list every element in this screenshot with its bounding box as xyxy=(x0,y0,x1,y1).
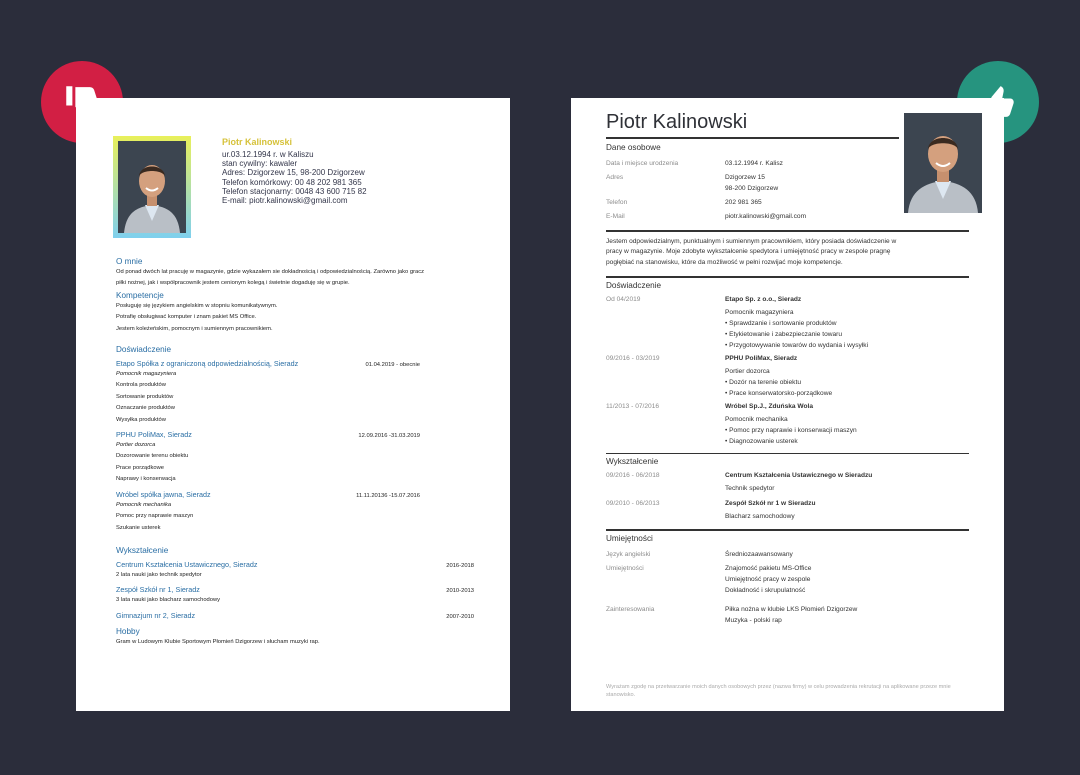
duty: • Diagnozowanie usterek xyxy=(725,437,798,445)
competences-heading: Kompetencje xyxy=(116,290,164,300)
personal-row xyxy=(606,211,969,222)
field-value: piotr.kalinowski@gmail.com xyxy=(725,213,807,220)
education-entry xyxy=(116,585,474,595)
date-range: 09/2016 - 06/2018 xyxy=(606,472,660,479)
mobile-phone: Telefon komórkowy: 00 48 202 981 365 xyxy=(222,177,362,187)
about-heading: O mnie xyxy=(116,257,143,266)
experience-entry xyxy=(116,430,474,440)
summary-line: Jestem odpowiedzialnym, punktualnym i sumiennym pracownikiem, który posiada doświadczenie w xyxy=(606,237,897,245)
section-divider xyxy=(606,230,969,232)
duty: Oznaczanie produktów xyxy=(116,405,175,412)
personal-heading: Dane osobowe xyxy=(606,143,661,152)
duty: Szukanie usterek xyxy=(116,524,161,531)
years: 2016-2018 xyxy=(446,562,474,569)
school: Gimnazjum nr 2, Sieradz xyxy=(116,610,196,620)
duty: • Prace konserwatorsko-porządkowe xyxy=(725,389,833,397)
landline-phone: Telefon stacjonarny: 0048 43 600 715 82 xyxy=(222,186,367,196)
competence-item: Posługuję się językiem angielskim w stopniu komunikatywnym. xyxy=(116,302,278,309)
duty: • Przygotowywanie towarów do wydania i wysyłki xyxy=(725,341,869,349)
role: Pomocnik mechanika xyxy=(725,415,788,423)
school: Centrum Kształcenia Ustawicznego, Sieradz xyxy=(116,559,258,569)
personal-row xyxy=(606,158,969,169)
personal-row xyxy=(606,197,969,208)
summary-line: pracy w magazynie. Moje zdobyte wykształcenie spedytora i umiejętność pracy w zespole pragnę xyxy=(606,248,891,255)
skill-label: Zainteresowania xyxy=(606,605,655,613)
field-value: Dzigorzew 15 xyxy=(725,174,765,181)
duty: • Etykietowanie i zabezpieczanie towaru xyxy=(725,330,843,338)
years: 2007-2010 xyxy=(446,613,474,620)
date-range: 09/2016 - 03/2019 xyxy=(606,354,660,362)
good-cv-body xyxy=(606,139,969,626)
role: Portier dozorca xyxy=(116,442,156,449)
bad-cv-name: Piotr Kalinowski xyxy=(222,137,293,147)
education-heading: Wykształcenie xyxy=(606,457,659,466)
duty: Wysyłka produktów xyxy=(116,416,166,423)
education-entry xyxy=(606,498,969,522)
bad-cv-photo-frame xyxy=(113,136,191,238)
about-text-line: Od ponad dwóch lat pracuję w magazynie, gdzie wykazałem sie dokładnością i odpowiedzialnością. Zarówno jako gracz xyxy=(116,269,425,275)
education-entry xyxy=(116,611,474,621)
skill-value: Dokładność i skrupulatność xyxy=(725,586,806,594)
duty: Pomoc przy naprawie maszyn xyxy=(116,513,194,520)
company: PPHU PoliMax, Sieradz xyxy=(725,354,798,362)
skill-value: Znajomość pakietu MS-Office xyxy=(725,564,812,572)
good-cv-page xyxy=(571,98,1004,711)
bad-cv-body xyxy=(116,257,474,648)
role: Portier dozorca xyxy=(725,367,770,375)
skill-value: Umiejętność pracy w zespole xyxy=(725,575,811,583)
duty: • Dozór na terenie obiektu xyxy=(725,378,801,386)
skill-row xyxy=(606,604,969,626)
skills-heading: Umiejętności xyxy=(606,533,653,543)
education-heading: Wykształcenie xyxy=(116,545,169,555)
school: Zespół Szkół nr 1, Sieradz xyxy=(116,585,200,595)
competence-item: Potrafię obsługiwać komputer i znam pakiet MS Office. xyxy=(116,314,257,321)
experience-entry xyxy=(606,294,969,351)
school: Centrum Kształcenia Ustawicznego w Sieradzu xyxy=(725,472,873,479)
company: Etapo Sp. z o.o., Sieradz xyxy=(725,295,802,303)
experience-entry xyxy=(116,359,474,369)
field-label: Adres xyxy=(606,174,624,181)
field-label: Data i miejsce urodzenia xyxy=(606,160,679,167)
company: Etapo Spółka z ograniczoną odpowiedzialnością, Sieradz xyxy=(116,359,299,369)
competence-item: Jestem koleżeńskim, pomocnym i sumiennym pracownikiem. xyxy=(116,325,273,332)
email: E-mail: piotr.kalinowski@gmail.com xyxy=(222,196,348,206)
date-range: Od 04/2019 xyxy=(606,295,641,303)
field-label: E-Mail xyxy=(606,213,625,220)
date-range: 01.04.2019 - obecnie xyxy=(365,362,420,369)
degree: Blacharz samochodowy xyxy=(725,513,795,520)
experience-entry xyxy=(116,490,474,500)
address: Adres: Dzigorzew 15, 98-200 Dzigorzew xyxy=(222,168,365,178)
company: PPHU PoliMax, Sieradz xyxy=(116,430,192,440)
field-value: 03.12.1994 r. Kalisz xyxy=(725,160,783,167)
bad-cv-header xyxy=(222,137,367,205)
degree: Technik spedytor xyxy=(725,485,775,492)
personal-row xyxy=(606,172,969,183)
role: Pomocnik mechanika xyxy=(116,501,172,508)
section-divider xyxy=(606,453,969,455)
education-entry xyxy=(606,470,969,494)
field-label: Telefon xyxy=(606,199,628,206)
company: Wróbel Sp.J., Zduńska Wola xyxy=(725,402,814,410)
profile-photo xyxy=(118,141,186,233)
experience-heading: Doświadczenie xyxy=(606,280,662,290)
school: Zespół Szkół nr 1 w Sieradzu xyxy=(725,500,816,507)
personal-data-list xyxy=(606,158,969,222)
duty: Dozorowanie terenu obiektu xyxy=(116,453,189,460)
years: 2010-2013 xyxy=(446,588,474,595)
section-divider xyxy=(606,529,969,531)
field-value: 202 981 365 xyxy=(725,199,762,206)
hobby-heading: Hobby xyxy=(116,626,140,636)
duty: Prace porządkowe xyxy=(116,464,165,471)
field-value: 98-200 Dzigorzew xyxy=(725,185,779,192)
education-note: 2 lata nauki jako technik spedytor xyxy=(116,571,202,578)
role: Pomocnik magazyniera xyxy=(116,371,177,378)
company: Wróbel spółka jawna, Sieradz xyxy=(116,489,211,499)
skill-label: Język angielski xyxy=(606,550,651,558)
bad-cv-page xyxy=(76,98,510,711)
date-range: 12.09.2016 -31.03.2019 xyxy=(358,433,420,440)
experience-heading: Doświadczenie xyxy=(116,345,172,355)
experience-entry xyxy=(606,353,969,399)
summary-line: pogłębiać na stanowisku, które da możliwość w pełni rozwijać moje kompetencje. xyxy=(606,258,843,266)
skill-value: Muzyka - polski rap xyxy=(725,616,782,624)
skill-label: Umiejętności xyxy=(606,564,644,572)
marital-status: stan cywilny: kawaler xyxy=(222,159,298,169)
education-entry xyxy=(116,560,474,570)
good-cv-name: Piotr Kalinowski xyxy=(606,111,748,133)
skill-row xyxy=(606,563,969,596)
skill-row xyxy=(606,549,969,560)
date-range: 11.11.20136 -15.07.2016 xyxy=(356,492,420,499)
date-range: 11/2013 - 07/2016 xyxy=(606,402,660,410)
skill-value: Średniozaawansowany xyxy=(725,550,793,558)
birth-info: ur.03.12.1994 r. w Kaliszu xyxy=(222,150,314,159)
personal-row xyxy=(606,183,969,194)
experience-entry xyxy=(606,401,969,447)
education-note: 3 lata nauki jako blacharz samochodowy xyxy=(116,597,221,604)
summary xyxy=(606,237,969,269)
duty: Kontrola produktów xyxy=(116,382,166,389)
hobby-text: Gram w Ludowym Klubie Sportowym Płomień Dzigorzew i słucham muzyki rap. xyxy=(116,638,320,645)
date-range: 09/2010 - 06/2013 xyxy=(606,500,660,507)
about-text-line: piłki nożnej, jak i współpracownik jestem cenionym kolegą i świetnie dogaduję się w grupie. xyxy=(116,280,350,287)
section-divider xyxy=(606,276,969,278)
duty: • Sprawdzanie i sortowanie produktów xyxy=(725,319,837,327)
skill-value: Piłka nożna w klubie LKS Płomień Dzigorzew xyxy=(725,605,858,613)
field-label xyxy=(606,183,725,194)
duty: Sortowanie produktów xyxy=(116,393,174,400)
gdpr-consent-footer: Wyrażam zgodę na przetwarzanie moich danych osobowych przez (nazwa firmy) w celu prowadzenia rekrutacji na aplikowane przeze mnie stanowisko. xyxy=(606,684,951,698)
duty: Naprawy i konserwacja xyxy=(116,476,176,483)
role: Pomocnik magazyniera xyxy=(725,308,794,316)
duty: • Pomoc przy naprawie i konserwacji maszyn xyxy=(725,426,857,434)
